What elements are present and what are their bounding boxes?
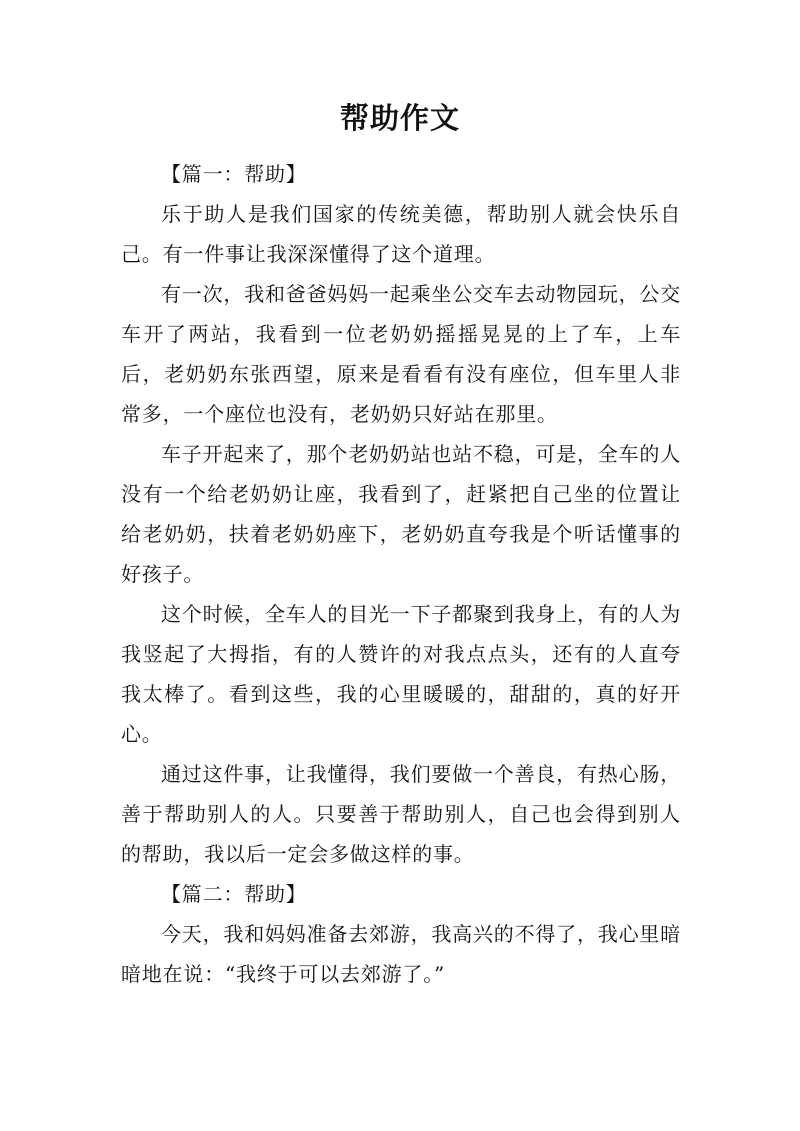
- paragraph: 车子开起来了，那个老奶奶站也站不稳，可是，全车的人没有一个给老奶奶让座，我看到了，赶紧把自己坐的位置让给老奶奶，扶着老奶奶座下，老奶奶直夸我是个听话懂事的好孩子。: [121, 442, 681, 586]
- paragraph: 今天，我和妈妈准备去郊游，我高兴的不得了，我心里暗暗地在说：“我终于可以去郊游了。”: [121, 922, 681, 986]
- paragraph: 通过这件事，让我懂得，我们要做一个善良，有热心肠，善于帮助别人的人。只要善于帮助别人，自己也会得到别人的帮助，我以后一定会多做这样的事。: [121, 762, 681, 866]
- section-heading-1: 【篇一：帮助】: [161, 162, 307, 186]
- section-heading-2: 【篇二：帮助】: [161, 882, 307, 906]
- paragraph: 乐于助人是我们国家的传统美德，帮助别人就会快乐自己。有一件事让我深深懂得了这个道理。: [121, 202, 681, 266]
- paragraph: 有一次，我和爸爸妈妈一起乘坐公交车去动物园玩，公交车开了两站，我看到一位老奶奶摇摇晃晃的上了车，上车后，老奶奶东张西望，原来是看看有没有座位，但车里人非常多，一个座位也没有，老奶奶只好站在那里。: [121, 282, 681, 426]
- paragraph: 这个时候，全车人的目光一下子都聚到我身上，有的人为我竖起了大拇指，有的人赞许的对我点点头，还有的人直夸我太棒了。看到这些，我的心里暖暖的，甜甜的，真的好开心。: [121, 602, 681, 746]
- document-body: [121, 154, 681, 994]
- document-title: 帮助作文: [339, 101, 460, 135]
